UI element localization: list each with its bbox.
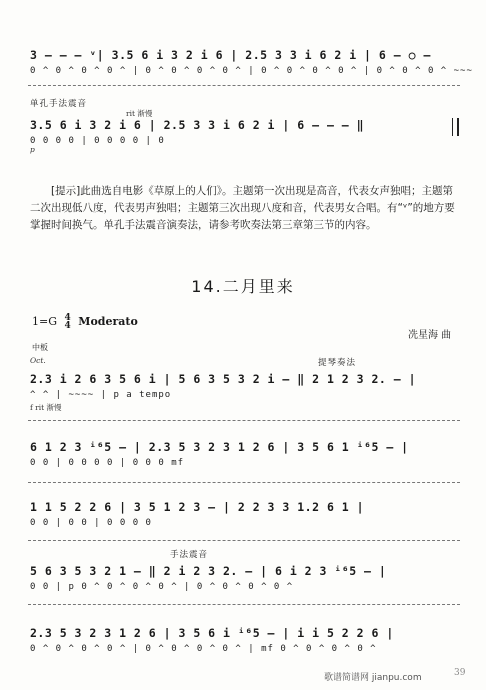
system1-marks: ^ ^ | ~~~~ | p a tempo xyxy=(30,390,172,400)
staff-divider xyxy=(28,482,460,483)
octave-mark: Oct. xyxy=(30,356,46,365)
staff-divider xyxy=(28,420,460,421)
technique-label-violin: 提琴奏法 xyxy=(318,357,357,367)
system4-marks: 0 0 | p 0 ^ 0 ^ 0 ^ 0 ^ | 0 ^ 0 ^ 0 ^ 0 ^ xyxy=(30,582,294,592)
technique-label: 单孔手法震音 xyxy=(30,98,88,108)
technique-label-tremolo: 手法震音 xyxy=(170,549,209,559)
system2-notes: 6 1 2 3 ⁱ⁶5 — | 2.3 5 3 2 3 1 2 6 | 3 5 6 1 ⁱ⁶5 — | xyxy=(30,440,409,454)
dynamic-mark: p xyxy=(30,145,35,154)
final-barline xyxy=(452,118,459,136)
composer: 冼星海 曲 xyxy=(408,330,452,341)
system5-marks: 0 ^ 0 ^ 0 ^ 0 ^ | 0 ^ 0 ^ 0 ^ 0 ^ | mf 0 ^ 0 ^ 0 ^ 0 ^ xyxy=(30,644,377,654)
system3-notes: 1 1 5 2 2 6 | 3 5 1 2 3 — | 2 2 3 3 1.2 6 1 | xyxy=(30,500,365,514)
system1-sub: f rit 渐慢 xyxy=(30,403,62,412)
hint-lead: [提示] xyxy=(51,185,81,197)
time-top: 4 xyxy=(64,313,71,323)
time-bottom: 4 xyxy=(64,321,71,331)
system3-marks: 0 0 | 0 0 | 0 0 0 0 xyxy=(30,518,152,528)
staff-divider xyxy=(28,604,460,605)
top-line2-marks: 0 0 0 0 | 0 0 0 0 | 0 xyxy=(30,136,165,146)
hint-text: 此曲选自电影《草原上的人们》。主题第一次出现是高音，代表女声独唱；主题第二次出现低八度，代表男声独唱；主题第三次出现八度和音，代表男女合唱。有“ᵛ”的地方要掌握时间换气。单孔手法震音演奏法，请参考吹奏法第三章第三节的内容。 xyxy=(30,185,455,231)
tempo-mark: Moderato xyxy=(78,315,138,328)
key-label: 1=G xyxy=(32,315,58,328)
time-signature xyxy=(65,314,71,330)
system5-notes: 2.3 5 3 2 3 1 2 6 | 3 5 6 i ⁱ⁶5 — | i i 5 2 2 6 | xyxy=(30,626,394,640)
key-signature xyxy=(32,314,138,330)
top-line2-notes: 3.5 6 i 3 2 i 6 | 2.5 3 3 i 6 2 i | 6 — — — ‖ xyxy=(30,118,365,132)
rit-mark: rit 渐慢 xyxy=(126,109,153,118)
watermark: 歌谱简谱网 jianpu.com xyxy=(324,673,422,683)
top-line1-notes: 3 — — — ᵛ| 3.5 6 i 3 2 i 6 | 2.5 3 3 i 6 2 i | 6 — ○ — xyxy=(30,48,431,62)
system2-marks: 0 0 | 0 0 0 0 | 0 0 0 mf xyxy=(30,458,185,468)
staff-divider xyxy=(28,540,460,541)
piece-title: 14.二月里来 xyxy=(191,277,295,296)
top-line1-marks: 0 ^ 0 ^ 0 ^ 0 ^ | 0 ^ 0 ^ 0 ^ 0 ^ | 0 ^ 0 ^ 0 ^ 0 ^ | 0 ^ 0 ^ 0 ^ ~~~ xyxy=(30,66,473,76)
speed-mark: 中板 xyxy=(32,343,48,352)
system4-notes: 5 6 3 5 3 2 1 — ‖ 2 i 2 3 2. — | 6 i 2 3 ⁱ⁶5 — | xyxy=(30,564,387,578)
system1-notes: 2.3 i 2 6 3 5 6 i | 5 6 3 5 3 2 i — ‖ 2 1 2 3 2. — | xyxy=(30,372,417,386)
page-number: 39 xyxy=(454,668,466,678)
staff-divider xyxy=(28,85,460,86)
hint-paragraph xyxy=(30,183,458,234)
